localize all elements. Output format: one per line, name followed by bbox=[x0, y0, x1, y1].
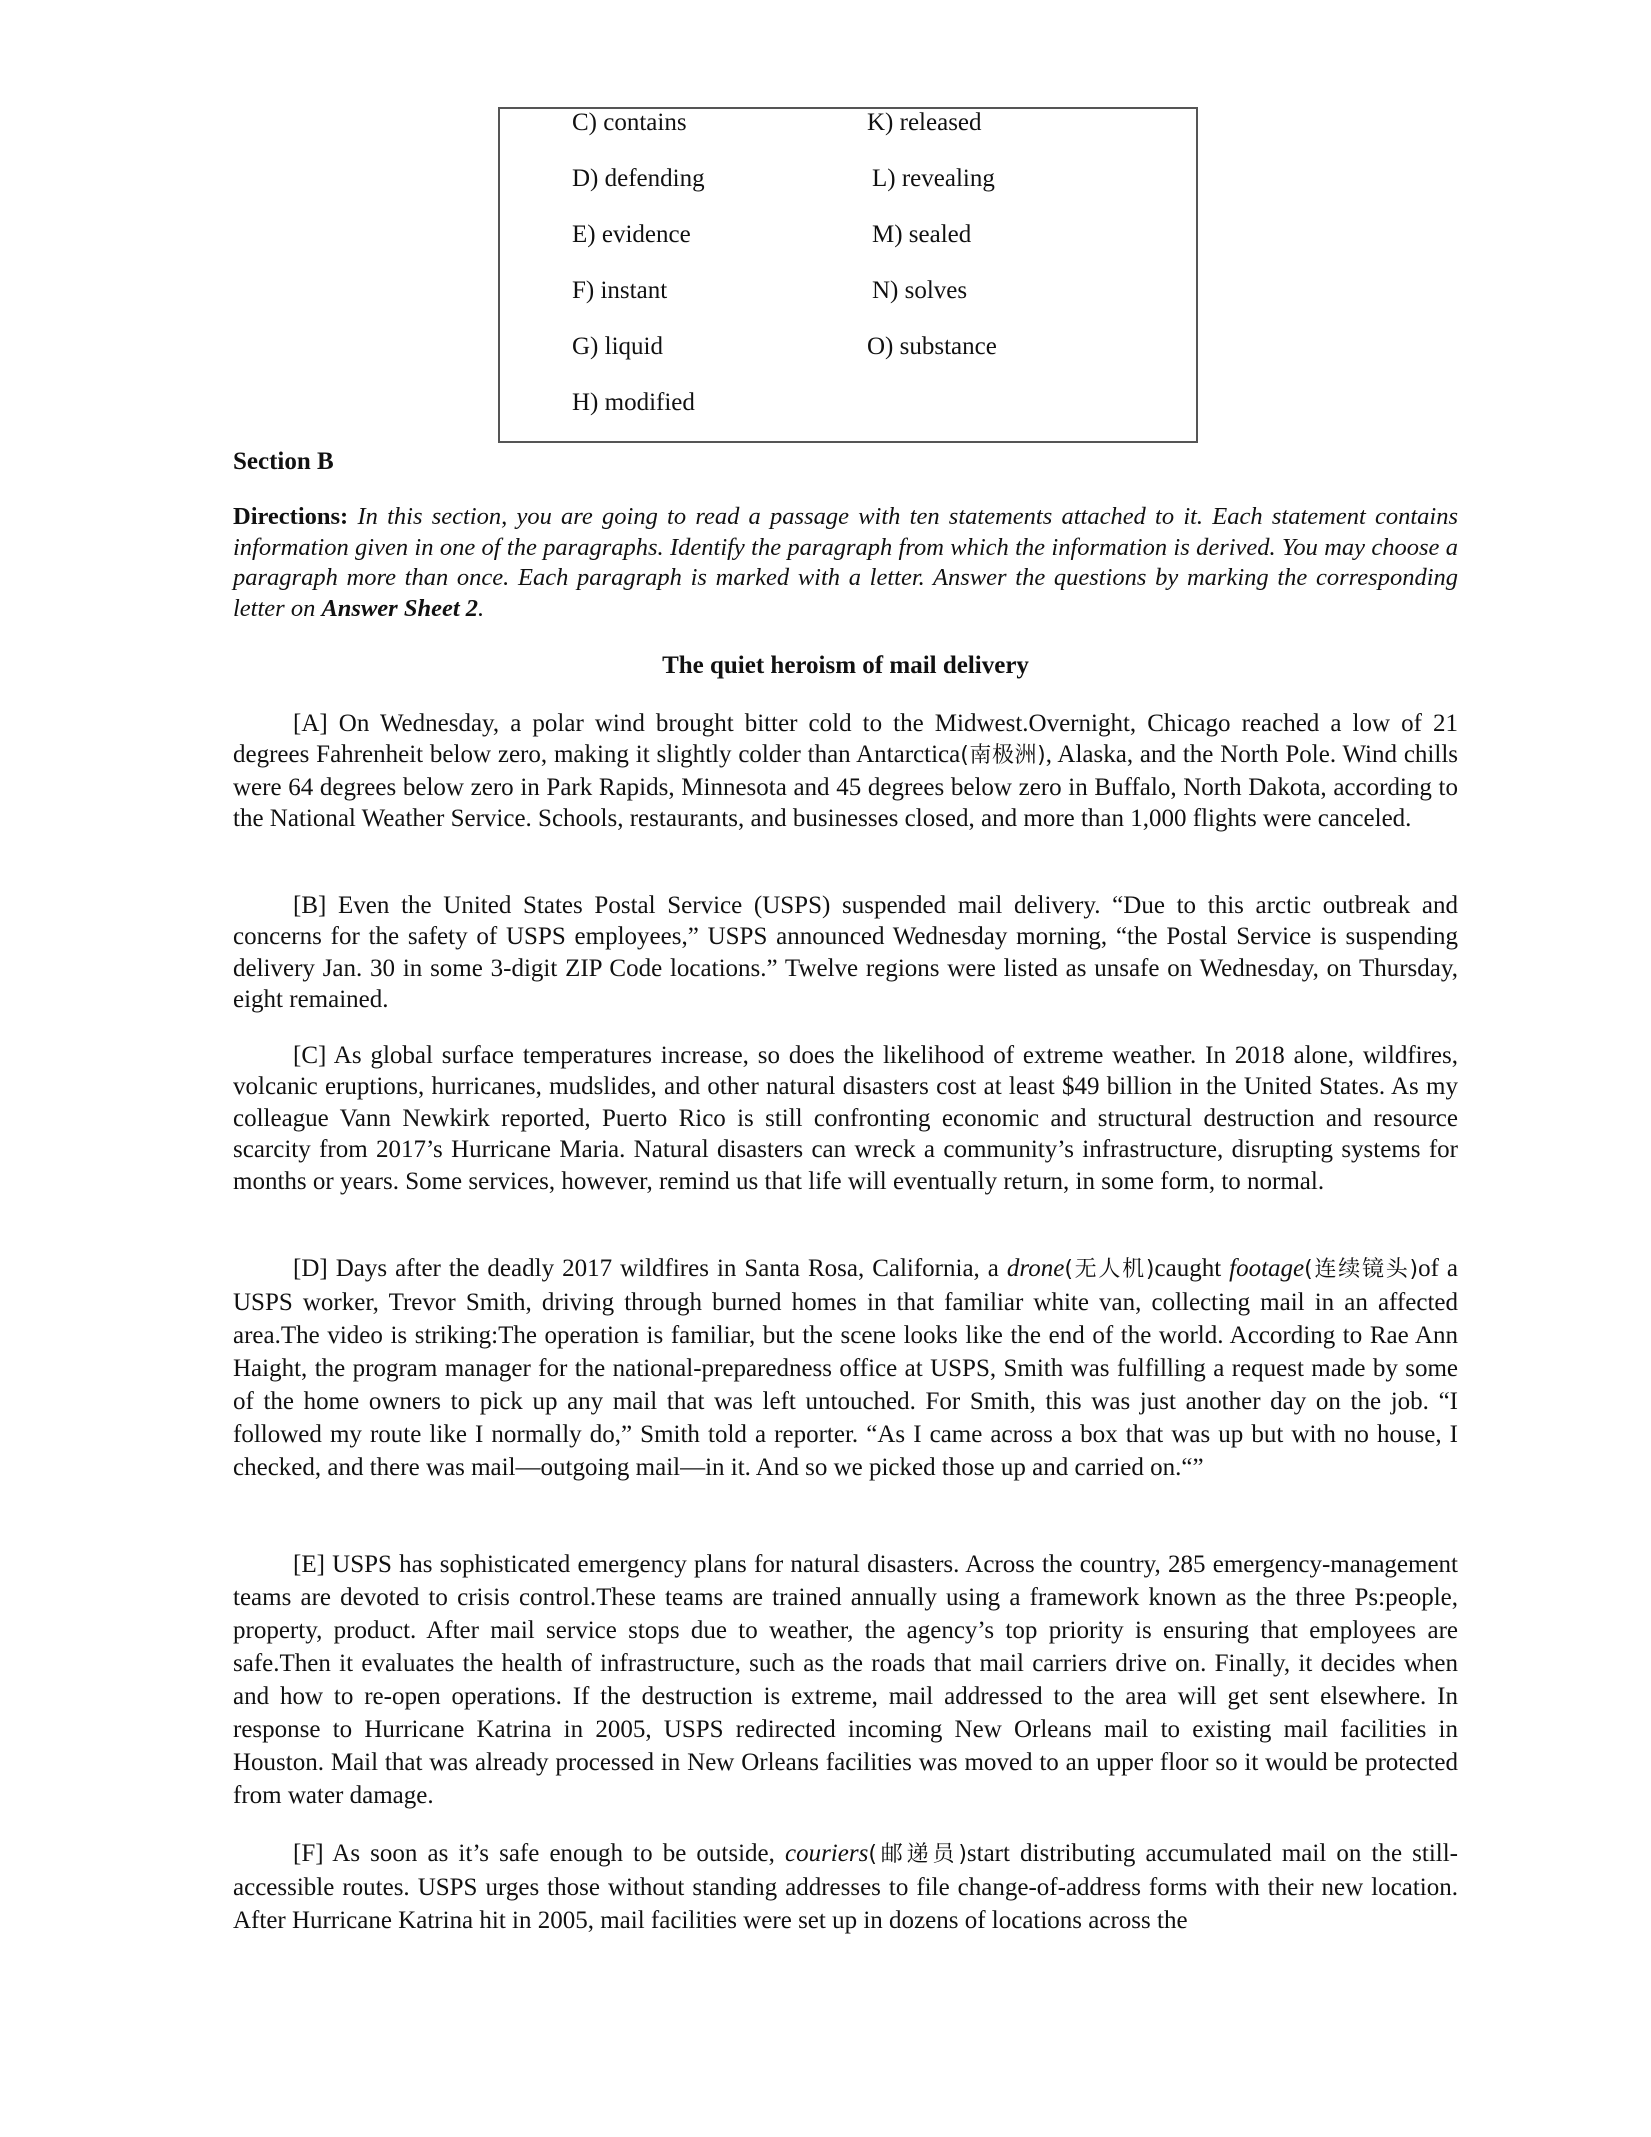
word-option-f: F) instant bbox=[572, 277, 668, 304]
paragraph-f-text-2: start distributing accumulated mail on the still-accessible routes. USPS urges those without standing addresses to file change-of-address forms with their new location. After Hurricane Katrina hit in 2005, mail facilities were set up in dozens of locations across the bbox=[233, 1840, 1458, 1934]
paragraph-d-text: [D] Days after the deadly 2017 wildfires in Santa Rosa, California, a bbox=[293, 1255, 1007, 1282]
word-option-m: M) sealed bbox=[872, 221, 972, 248]
paragraph-d-gloss-footage: (连续镜头) bbox=[1304, 1257, 1419, 1282]
paragraph-f-text: [F] As soon as it’s safe enough to be outside, bbox=[293, 1840, 785, 1867]
word-option-e: E) evidence bbox=[572, 221, 691, 248]
word-option-h: H) modified bbox=[572, 389, 695, 416]
paragraph-a-text: [A] On Wednesday, a polar wind brought bitter cold to the Midwest.Overnight, Chicago reached a low of 21 degrees Fahrenheit below zero, making it slightly colder than Antarctica bbox=[233, 710, 1458, 769]
paragraph-d-text-2: caught bbox=[1154, 1255, 1230, 1282]
word-option-o: O) substance bbox=[867, 333, 997, 360]
paragraph-c: [C] As global surface temperatures increase, so does the likelihood of extreme weather. In 2018 alone, wildfires, volcanic eruptions, hurricanes, mudslides, and other natural disasters cost at least $49 billion in the United States. As my colleague Vann Newkirk reported, Puerto Rico is still confronting economic and structural destruction and resource scarcity from 2017’s Hurricane Maria. Natural disasters can wreck a community’s infrastructure, disrupting systems for months or years. Some services, however, remind us that life will eventually return, in some form, to normal. bbox=[233, 1042, 1458, 1195]
paragraph-f-term-couriers: couriers bbox=[784, 1840, 869, 1867]
directions-end: . bbox=[478, 594, 485, 622]
paragraph-f bbox=[233, 1837, 1458, 1937]
paragraph-d-gloss-drone: (无人机) bbox=[1064, 1257, 1155, 1282]
paragraph-d-text-3: of a USPS worker, Trevor Smith, driving through burned homes in that familiar white van, collecting mail in an affected area.The video is striking:The operation is familiar, but the scene looks like the end of the world. According to Rae Ann Haight, the program manager for the national-preparedness office at USPS, Smith was fulfilling a request made by some of the home owners to pick up any mail that was left untouched. For Smith, this was just another day on the job. “I followed my route like I normally do,” Smith told a reporter. “As I came across a box that was up but with no house, I checked, and there was mail—outgoing mail—in it. And so we picked those up and carried on.“” bbox=[233, 1255, 1459, 1481]
word-option-n: N) solves bbox=[872, 277, 968, 304]
word-option-k: K) released bbox=[867, 109, 982, 136]
word-option-g: G) liquid bbox=[572, 333, 663, 360]
passage-title: The quiet heroism of mail delivery bbox=[662, 652, 1029, 679]
paragraph-d-term-footage: footage bbox=[1229, 1255, 1305, 1282]
paragraph-d-term-drone: drone bbox=[1006, 1255, 1065, 1282]
directions-lead: Directions: bbox=[233, 503, 349, 530]
word-option-d: D) defending bbox=[572, 165, 705, 192]
directions bbox=[233, 502, 1458, 624]
paragraph-a bbox=[233, 708, 1458, 835]
word-option-l: L) revealing bbox=[872, 165, 995, 192]
answer-sheet-label: Answer Sheet 2 bbox=[321, 594, 479, 622]
paragraph-f-gloss-couriers: (邮递员) bbox=[868, 1842, 967, 1867]
paragraph-b: [B] Even the United States Postal Service (USPS) suspended mail delivery. “Due to this arctic outbreak and concerns for the safety of USPS employees,” USPS announced Wednesday morning, “the Postal Service is suspending delivery Jan. 30 in some 3-digit ZIP Code locations.” Twelve regions were listed as unsafe on Wednesday, on Thursday, eight remained. bbox=[233, 892, 1458, 1014]
paragraph-a-gloss: (南极洲) bbox=[960, 743, 1046, 769]
word-option-c: C) contains bbox=[572, 109, 687, 136]
paragraph-d bbox=[233, 1252, 1458, 1484]
section-title: Section B bbox=[233, 448, 334, 475]
paragraph-a-text-2: , Alaska, and the North Pole. Wind chills were 64 degrees below zero in Park Rapids, Minnesota and 45 degrees below zero in Buffalo, North Dakota, according to the National Weather Service. Schools, restaurants, and businesses closed, and more than 1,000 flights were canceled. bbox=[233, 741, 1458, 833]
paragraph-e: [E] USPS has sophisticated emergency plans for natural disasters. Across the country, 285 emergency-management teams are devoted to crisis control.These teams are trained annually using a framework known as the three Ps:people, property, product. After mail service stops due to weather, the agency’s top priority is ensuring that employees are safe.Then it evaluates the health of infrastructure, such as the roads that mail carriers drive on. Finally, it decides when and how to re-open operations. If the destruction is extreme, mail addressed to the area will get sent elsewhere. In response to Hurricane Katrina in 2005, USPS redirected incoming New Orleans mail to existing mail facilities in Houston. Mail that was already processed in New Orleans facilities was moved to an upper floor so it would be protected from water damage. bbox=[233, 1551, 1458, 1809]
directions-text: In this section, you are going to read a passage with ten statements attached to it. Each statement contains information given in one of the paragraphs. Identify the paragraph from which the information is derived. You may choose a paragraph more than once. Each paragraph is marked with a letter. Answer the questions by marking the corresponding letter on bbox=[233, 503, 1458, 622]
